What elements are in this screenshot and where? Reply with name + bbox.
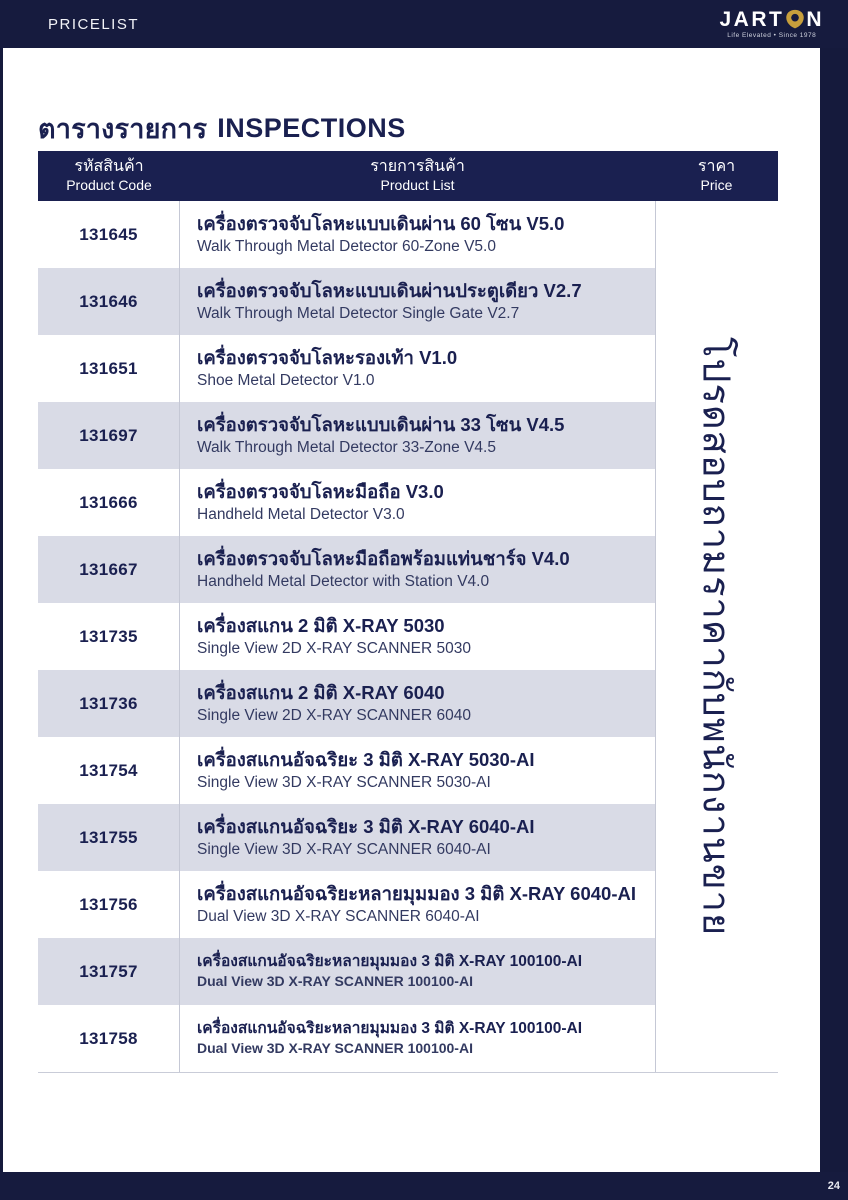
product-name-en: Handheld Metal Detector V3.0 [197,506,405,524]
product-name-en: Dual View 3D X-RAY SCANNER 100100-AI [197,1040,473,1057]
product-name-th: เครื่องสแกนอัจฉริยะหลายมุมมอง 3 มิติ X-RAY 6040-AI [197,883,636,905]
product-name-en: Dual View 3D X-RAY SCANNER 6040-AI [197,908,480,926]
product-cell [180,737,655,804]
product-code: 131758 [38,1005,180,1072]
product-name-en: Single View 3D X-RAY SCANNER 5030-AI [197,774,491,792]
product-cell [180,804,655,871]
brand-name [719,9,824,30]
product-name-en: Walk Through Metal Detector 60-Zone V5.0 [197,238,496,256]
product-name-en: Dual View 3D X-RAY SCANNER 100100-AI [197,973,473,990]
brand-shield-icon [785,9,805,29]
product-name-th: เครื่องสแกน 2 มิติ X-RAY 5030 [197,615,445,637]
table-row [38,603,655,670]
table-row [38,201,655,268]
product-code: 131646 [38,268,180,335]
brand-logo [719,9,824,40]
product-cell [180,1005,655,1072]
product-code: 131651 [38,335,180,402]
product-name-en: Walk Through Metal Detector 33-Zone V4.5 [197,439,496,457]
product-code: 131757 [38,938,180,1005]
table-header-price: ราคา Price [697,158,736,194]
product-code: 131666 [38,469,180,536]
price-table [38,151,778,1073]
product-name-th: เครื่องสแกนอัจฉริยะ 3 มิติ X-RAY 6040-AI [197,816,535,838]
table-row [38,268,655,335]
brand-name-left: JART [719,7,785,31]
product-code: 131755 [38,804,180,871]
product-code: 131667 [38,536,180,603]
table-row [38,1005,655,1072]
product-code: 131645 [38,201,180,268]
table-rows [38,201,655,1072]
product-name-th: เครื่องสแกน 2 มิติ X-RAY 6040 [197,682,445,704]
product-code: 131697 [38,402,180,469]
page-body [3,48,820,1172]
brand-name-right: N [806,7,824,31]
product-cell [180,469,655,536]
product-cell [180,402,655,469]
page-title-english: INSPECTIONS [217,112,406,143]
product-cell [180,201,655,268]
price-column-merged-cell [655,201,778,1072]
product-name-th: เครื่องตรวจจับโลหะมือถือพร้อมแท่นชาร์จ V4.0 [197,548,570,570]
product-code: 131754 [38,737,180,804]
table-row [38,938,655,1005]
product-name-th: เครื่องตรวจจับโลหะแบบเดินผ่าน 60 โซน V5.0 [197,213,565,235]
table-header-product-list: รายการสินค้า Product List [370,158,465,194]
product-name-en: Walk Through Metal Detector Single Gate V2.7 [197,305,520,323]
product-cell [180,871,655,938]
product-name-en: Handheld Metal Detector with Station V4.0 [197,573,490,591]
table-row [38,670,655,737]
document-title: PRICELIST [48,15,140,33]
product-name-th: เครื่องตรวจจับโลหะแบบเดินผ่านประตูเดียว V2.7 [197,280,582,302]
product-name-en: Single View 2D X-RAY SCANNER 5030 [197,640,471,658]
product-code: 131736 [38,670,180,737]
page-title [38,105,778,151]
page-title-thai: ตารางรายการ [38,113,208,144]
product-name-th: เครื่องตรวจจับโลหะมือถือ V3.0 [197,481,444,503]
bottom-footer-bar [0,1172,848,1200]
product-name-th: เครื่องสแกนอัจฉริยะหลายมุมมอง 3 มิติ X-RAY 100100-AI [197,953,583,971]
brand-tagline: Life Elevated • Since 1978 [727,31,817,39]
product-name-en: Single View 3D X-RAY SCANNER 6040-AI [197,841,491,859]
product-name-en: Shoe Metal Detector V1.0 [197,372,375,390]
product-cell [180,268,655,335]
product-name-th: เครื่องตรวจจับโลหะแบบเดินผ่าน 33 โซน V4.5 [197,414,565,436]
table-row [38,804,655,871]
product-cell [180,335,655,402]
product-name-th: เครื่องสแกนอัจฉริยะหลายมุมมอง 3 มิติ X-RAY 100100-AI [197,1020,583,1038]
product-name-th: เครื่องสแกนอัจฉริยะ 3 มิติ X-RAY 5030-AI [197,749,535,771]
product-code: 131735 [38,603,180,670]
product-cell [180,603,655,670]
table-row [38,335,655,402]
table-header-product-code: รหัสสินค้า Product Code [66,158,152,194]
price-note-vertical-text: โปรดสอบถามราคากับพนักงานขาย [694,336,737,937]
product-name-en: Single View 2D X-RAY SCANNER 6040 [197,707,471,725]
product-cell [180,536,655,603]
table-row [38,871,655,938]
top-header-bar [0,0,848,48]
table-row [38,737,655,804]
table-row [38,402,655,469]
table-header-row [38,151,778,201]
product-cell [180,670,655,737]
product-name-th: เครื่องตรวจจับโลหะรองเท้า V1.0 [197,347,458,369]
product-code: 131756 [38,871,180,938]
table-row [38,469,655,536]
table-row [38,536,655,603]
product-cell [180,938,655,1005]
page-number: 24 [827,1180,840,1192]
